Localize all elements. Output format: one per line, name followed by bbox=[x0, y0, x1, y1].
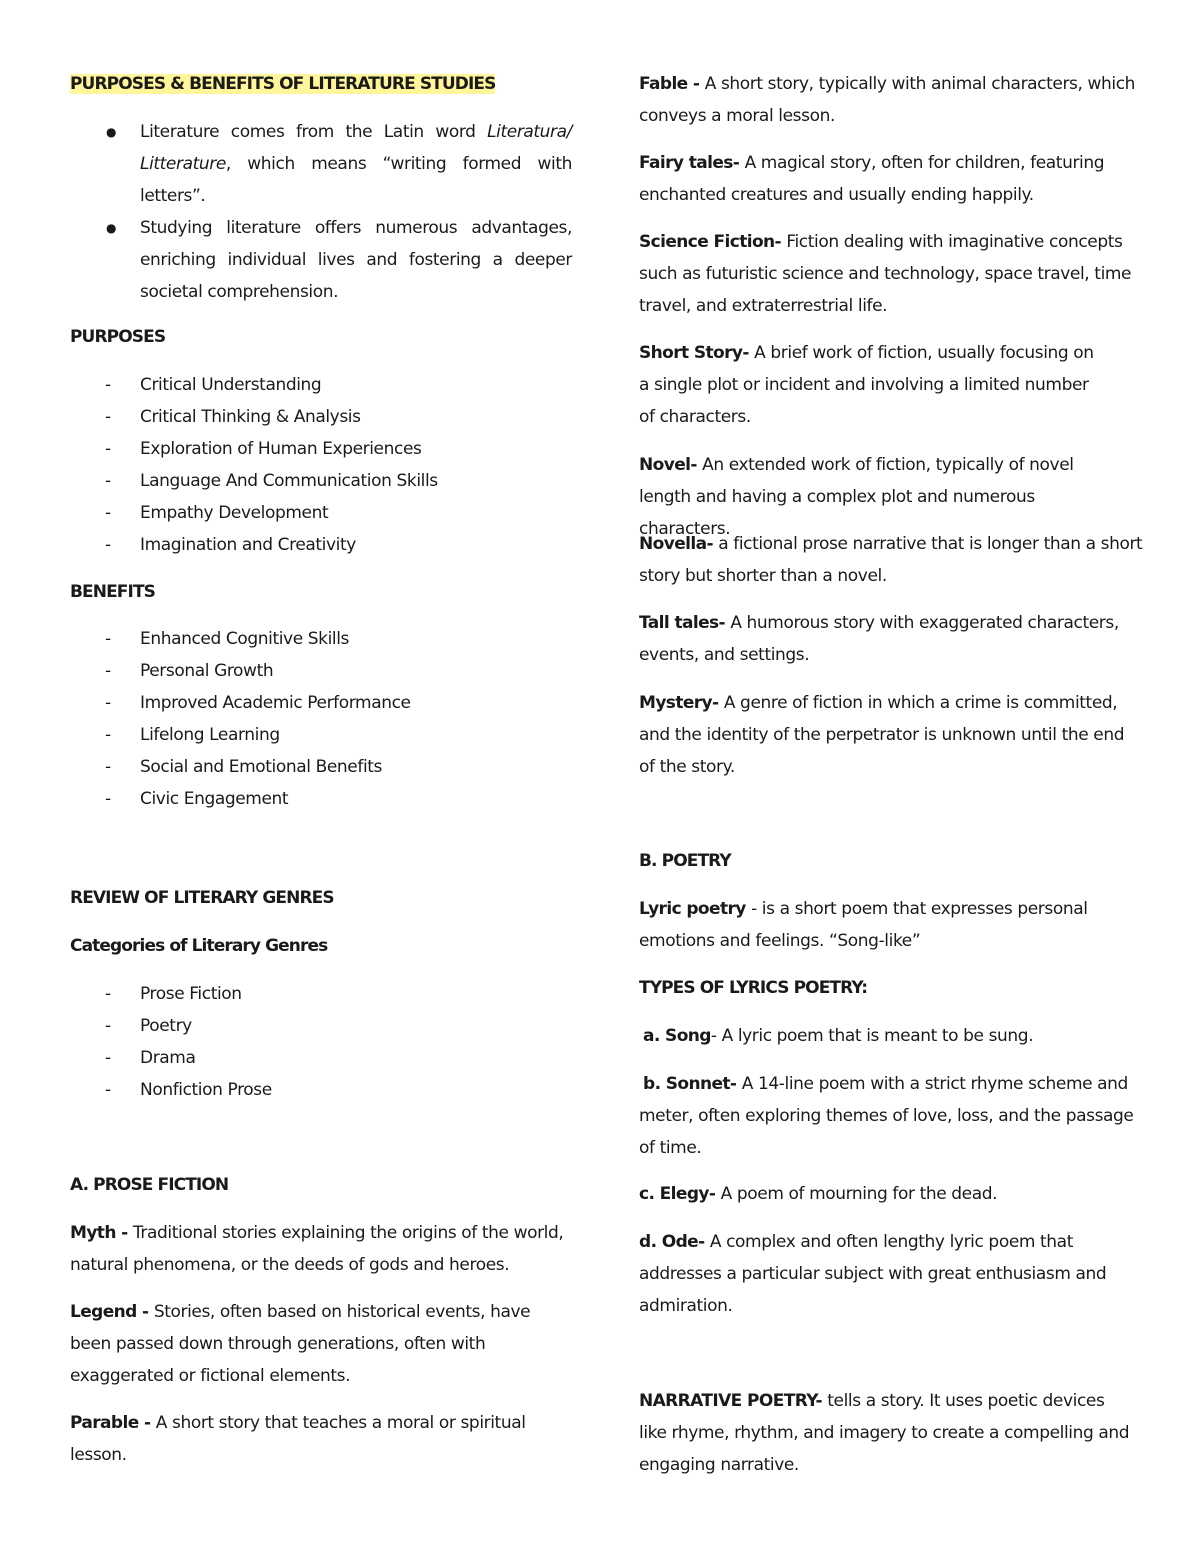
list-item: - Enhanced Cognitive Skills bbox=[70, 623, 572, 655]
definition-term: NARRATIVE POETRY- bbox=[639, 1391, 828, 1411]
definition-text: Traditional stories explaining the origins of the world, natural phenomena, or the deeds of gods and heroes. bbox=[70, 1223, 564, 1275]
lyric-type-sonnet bbox=[639, 1068, 1144, 1164]
definition-text: A short story, typically with animal characters, which conveys a moral lesson. bbox=[639, 74, 1136, 126]
definition-science-fiction bbox=[639, 226, 1144, 322]
intro-bullet: ● Studying literature offers numerous advantages, enriching individual lives and fostering a deeper societal comprehension. bbox=[70, 212, 572, 308]
definition-text: tells a story. It uses poetic devices like rhyme, rhythm, and imagery to create a compelling and engaging narrative. bbox=[639, 1391, 1130, 1475]
definition-term: Short Story- bbox=[639, 343, 755, 363]
list-item: - Exploration of Human Experiences bbox=[70, 433, 572, 465]
list-item: - Critical Understanding bbox=[70, 369, 572, 401]
prose-fiction-heading: A. PROSE FICTION bbox=[70, 1175, 229, 1195]
definition-term: Novel- bbox=[639, 455, 703, 475]
benefits-heading: BENEFITS bbox=[70, 582, 155, 602]
purposes-list bbox=[70, 369, 572, 561]
definition-term: Lyric poetry bbox=[639, 899, 752, 919]
definition-text: A 14-line poem with a strict rhyme scheme and meter, often exploring themes of love, loss, and the passage of time. bbox=[639, 1074, 1134, 1158]
definition-term: Tall tales- bbox=[639, 613, 731, 633]
list-item: - Empathy Development bbox=[70, 497, 572, 529]
definition-myth bbox=[70, 1217, 572, 1281]
review-heading: REVIEW OF LITERARY GENRES bbox=[70, 888, 334, 908]
list-item: - Civic Engagement bbox=[70, 783, 572, 815]
categories-heading: Categories of Literary Genres bbox=[70, 936, 328, 956]
definition-term: Fairy tales- bbox=[639, 153, 745, 173]
definition-text: A humorous story with exaggerated characters, events, and settings. bbox=[639, 613, 1119, 665]
definition-term: Mystery- bbox=[639, 693, 724, 713]
page-title bbox=[70, 68, 495, 100]
lyric-type-song bbox=[643, 1020, 1144, 1052]
definition-legend bbox=[70, 1296, 572, 1392]
list-item: - Social and Emotional Benefits bbox=[70, 751, 572, 783]
definition-text: - is a short poem that expresses personal emotions and feelings. “Song-like” bbox=[639, 899, 1088, 951]
benefits-list bbox=[70, 623, 572, 815]
definition-parable bbox=[70, 1407, 572, 1471]
definition-term: Legend - bbox=[70, 1302, 154, 1322]
definition-text: Stories, often based on historical events, have been passed down through generations, often with exaggerated or fictional elements. bbox=[70, 1302, 531, 1386]
definition-tall-tales bbox=[639, 607, 1144, 671]
list-item: - Language And Communication Skills bbox=[70, 465, 572, 497]
definition-text: A poem of mourning for the dead. bbox=[720, 1184, 998, 1204]
definition-short-story bbox=[639, 337, 1099, 433]
definition-fable bbox=[639, 68, 1144, 132]
definition-text: A short story that teaches a moral or spiritual lesson. bbox=[70, 1413, 526, 1465]
lyric-type-elegy bbox=[639, 1178, 1144, 1210]
definition-term: Myth - bbox=[70, 1223, 133, 1243]
definition-text: A brief work of fiction, usually focusing on a single plot or incident and involving a limited number of characters. bbox=[639, 343, 1094, 427]
title-highlight: PURPOSES & BENEFITS OF LITERATURE STUDIES bbox=[70, 74, 496, 94]
definition-term: Novella- bbox=[639, 534, 719, 554]
definition-text: A complex and often lengthy lyric poem that addresses a particular subject with great enthusiasm and admiration. bbox=[639, 1232, 1107, 1316]
list-item: - Personal Growth bbox=[70, 655, 572, 687]
purposes-heading: PURPOSES bbox=[70, 327, 166, 347]
list-item: - Critical Thinking & Analysis bbox=[70, 401, 572, 433]
categories-list bbox=[70, 978, 572, 1106]
list-item: - Drama bbox=[70, 1042, 572, 1074]
definition-term: a. Song bbox=[643, 1026, 711, 1046]
list-item: - Poetry bbox=[70, 1010, 572, 1042]
definition-narrative-poetry bbox=[639, 1385, 1134, 1481]
definition-term: d. Ode- bbox=[639, 1232, 710, 1252]
definition-term: Parable - bbox=[70, 1413, 156, 1433]
definition-text: - A lyric poem that is meant to be sung. bbox=[710, 1026, 1034, 1046]
definition-term: Fable - bbox=[639, 74, 705, 94]
lyric-types-heading: TYPES OF LYRICS POETRY: bbox=[639, 978, 868, 998]
definition-term: b. Sonnet- bbox=[643, 1074, 742, 1094]
definition-text: A magical story, often for children, featuring enchanted creatures and usually ending happily. bbox=[639, 153, 1105, 205]
definition-term: Science Fiction- bbox=[639, 232, 787, 252]
definition-text: A genre of fiction in which a crime is committed, and the identity of the perpetrator is unknown until the end of the story. bbox=[639, 693, 1125, 777]
list-item: - Lifelong Learning bbox=[70, 719, 572, 751]
definition-mystery bbox=[639, 687, 1144, 783]
lyric-type-ode bbox=[639, 1226, 1119, 1322]
intro-bullet-list bbox=[70, 116, 572, 308]
definition-text: Fiction dealing with imaginative concepts such as futuristic science and technology, space travel, time travel, and extraterrestrial life. bbox=[639, 232, 1132, 316]
definition-novella bbox=[639, 528, 1144, 592]
definition-lyric-poetry bbox=[639, 893, 1109, 957]
list-item: - Imagination and Creativity bbox=[70, 529, 572, 561]
list-item: - Nonfiction Prose bbox=[70, 1074, 572, 1106]
definition-fairy-tales bbox=[639, 147, 1144, 211]
list-item: - Improved Academic Performance bbox=[70, 687, 572, 719]
list-item: - Prose Fiction bbox=[70, 978, 572, 1010]
intro-bullet: ● Literature comes from the Latin word Literatura/ Litterature, which means “writing formed with letters”. bbox=[70, 116, 572, 212]
definition-text: a fictional prose narrative that is longer than a short story but shorter than a novel. bbox=[639, 534, 1143, 586]
poetry-heading: B. POETRY bbox=[639, 851, 731, 871]
definition-term: c. Elegy- bbox=[639, 1184, 721, 1204]
definition-text: An extended work of fiction, typically of novel length and having a complex plot and numerous characters. bbox=[639, 455, 1074, 539]
